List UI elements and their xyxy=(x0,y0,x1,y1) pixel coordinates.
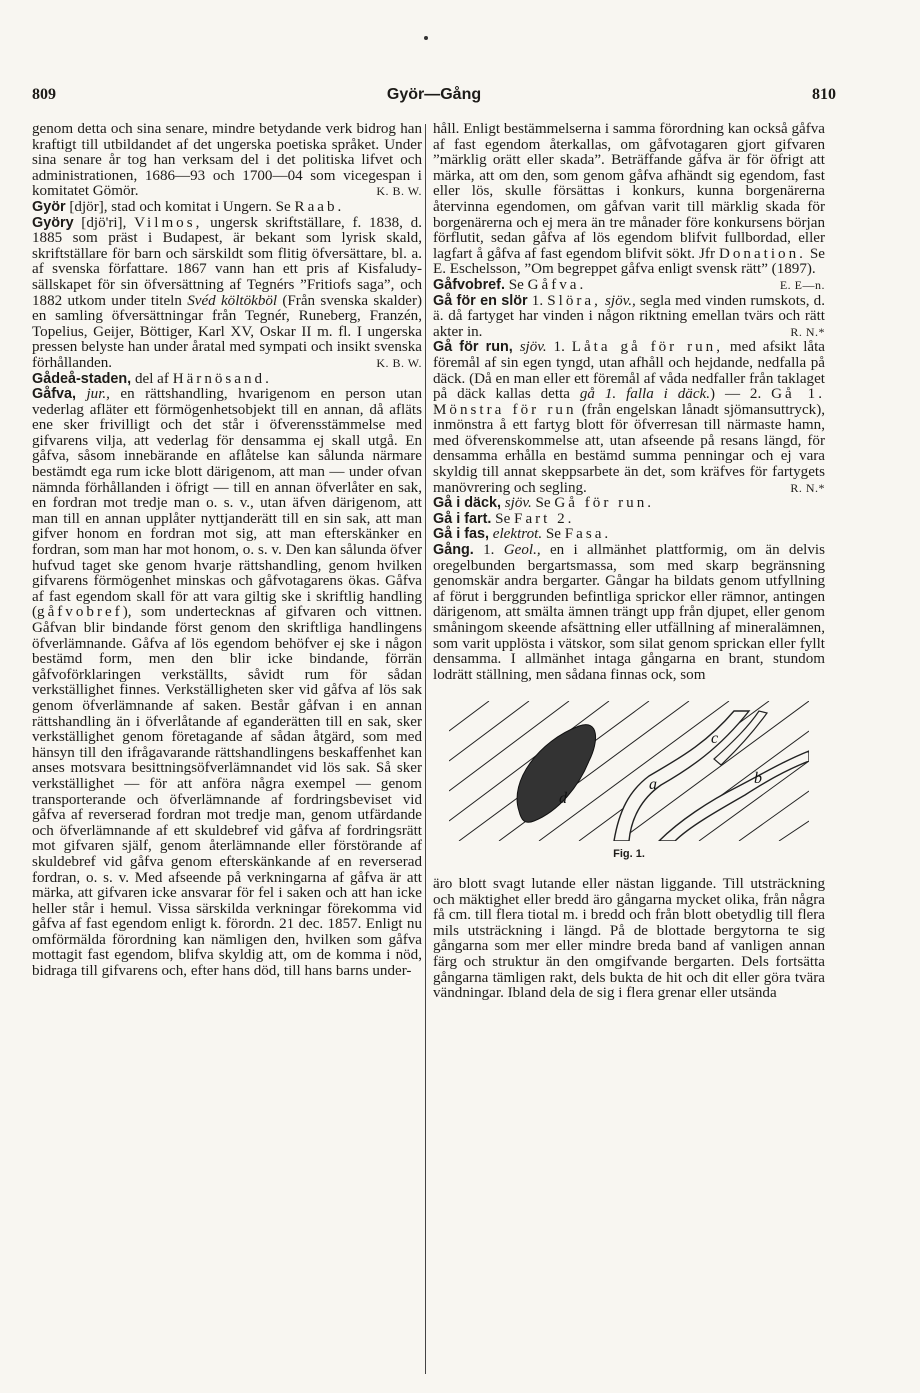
entry-ga-i-fart xyxy=(433,512,825,528)
author-signature: K. B. W. xyxy=(376,184,422,199)
entry-text: segla med vinden rumskots, d. ä. då fartyget har vinden i någon riktning emellan tvärs och rätt akter in. xyxy=(433,292,825,340)
headword: Györ xyxy=(32,198,66,215)
given-name: Vilmos, xyxy=(134,214,203,231)
subject-abbreviation: jur., xyxy=(86,386,110,403)
right-column xyxy=(433,122,825,1002)
author-signature: R. N.* xyxy=(790,324,825,339)
entry-text: 1. xyxy=(483,542,495,559)
italic-phrase: gå 1. falla i däck. xyxy=(579,386,711,403)
entry-text: [djör], stad och komitat i Ungern. Se xyxy=(69,198,291,215)
entry-ga-i-fas xyxy=(433,527,825,543)
headword: Gå i däck, xyxy=(433,495,501,512)
entry-text: (från engelskan lånadt sjömansuttryck), inmönstra å ett fartyg blott för öfverresan till närmaste hamn, med öfverenskommelse att, utan afseende på resans längd, för densamma erhålla en bestämd summa penningar och ej vara skyldig till annat skeppsarbete än det, som kräfves för fartygets manövrering och segling. xyxy=(433,401,826,496)
headword: Györy xyxy=(32,214,74,231)
print-speck xyxy=(424,36,428,40)
work-title: Svéd költökböl xyxy=(187,292,278,309)
entry-text: en rättshandling, hvarigenom en person utan vederlag afläter ett förmögenhetsobjekt till en annan, då afläts ene sker frivilligt och det står i öfverensstämmelse med gifvarens vilja, att vederlag för densamma ej skall utgå. En gåfva, såsom innebärande en aflåtelse kan sålunda närmare bestämdt ega rum icke blott därigenom, att man — under ofvan nämnda förhållanden i öfrigt — till en annan öfverlåter en sak, en fordran mot tredje man o. s. v., utan äfven därigenom, att man till en annan upplåter nyttjanderätt till en sin sak, att man gifver honom en fordran mot sig, att man efterskänker en fordran, som man har mot honom, o. s. v. Den kan sålunda öfver hufvud taget ske genom hvarje rättshandling, genom hvilken gifvarens förmögenhet minskas och gåfvotagarens ökas. Gåfva af fast egendom skall för att vara giltig ske i skriftlig handling ( xyxy=(32,386,423,621)
entry-gang xyxy=(433,543,825,683)
subject-abbreviation: sjöv. xyxy=(504,495,532,512)
entry-text: genom detta och sina senare, mindre betydande verk bidrog han kraftigt till utbildandet af det ungerska poetiska språket. Under sina senare år tog han verksam del i det politiska lifvet och administrationen, 1686—93 och 1700—04 som vicegespan i komitatet Gömör. xyxy=(32,121,422,200)
cross-reference: Gåfva. xyxy=(527,276,587,293)
figure-caption: Fig. 1. xyxy=(613,848,645,861)
subject-abbreviation: sjöv., xyxy=(605,292,636,309)
entry-text: Se E. Eschelsson, ”Om begreppet gåfva enligt svensk rätt” (1897). xyxy=(433,245,825,278)
entry-gafvobref xyxy=(433,278,825,294)
label-d: d xyxy=(559,790,567,808)
subject-abbreviation: sjöv. xyxy=(519,339,547,356)
geology-figure xyxy=(449,701,809,841)
subject-abbreviation: Geol., xyxy=(503,542,541,559)
headword: Gådeå-staden, xyxy=(32,370,132,387)
entry-text: Se xyxy=(545,526,561,543)
headword: Gåfva, xyxy=(32,386,76,403)
entry-continuation xyxy=(433,877,825,1002)
cross-reference: Raab. xyxy=(294,198,345,215)
entry-text: Se xyxy=(535,495,551,512)
cross-reference: gåfvobref xyxy=(37,604,123,621)
pronunciation: [djö'ri], xyxy=(81,214,127,231)
entry-text: Se xyxy=(508,276,524,293)
label-c: c xyxy=(711,730,719,748)
cross-reference: Gå för run. xyxy=(554,495,655,512)
author-signature: R. N.* xyxy=(790,480,825,495)
headword: Gå för run, xyxy=(433,339,513,356)
entry-text: ungersk skriftställare, f. 1838, d. 1885 som präst i Budapest, är bekant som lyrisk skald, skriftställare för barn och särskildt som flitig öfversättare, bl. a. af svenska författare. 1867 vann han ett pris af Kisfaludy-sällskapet för sin öfversättning af Tegnérs ”Fritiofs saga”, och 1882 utkom under titeln xyxy=(32,214,422,309)
entry-text: en i allmänhet plattformig, om än delvis oregelbunden bergartsmassa, som med skarp begränsning genomskär andra bergarter. Gångar ha bildats genom utfyllning af förut i berggrunden befintliga sprickor eller rämnor, antingen därigenom, att smälta ämnen trängt upp från djupet, eller genom småningom skeende afsättning eller utfällning af mineralämnen, som varit upplösta i vätskor, som silat genom sprickan eller fyllt densamma. I allmänhet intaga gångarna en brant, stundom lodrätt ställning, men sådana finnas ock, som xyxy=(433,542,825,683)
vein-diagram xyxy=(449,701,809,841)
entry-ga-i-dack xyxy=(433,496,825,512)
entry-ga-for-en-slor xyxy=(433,294,825,341)
cross-reference: Slöra, xyxy=(547,292,601,309)
entry-text: 1. xyxy=(553,339,565,356)
column-divider xyxy=(425,124,426,1374)
headword: Gåfvobref. xyxy=(433,276,505,293)
entry-text: håll. Enligt bestämmelserna i samma förordning kan också gåfva af fast egendom återkallas, om gåfvotagaren gjort gifvaren ”märklig orätt eller skada”. Beträffande gåfva är för öfrigt att märka, att om den, som genom gåfva afhändt sig egendom, fast eller lös, skulle försättas i konkurs, kunna borgenärerna återvinna egendomen, om gåfvan varit till märklig skada för borgenärerna och ej mera än tre månader före konkursens början förflutit, sedan gåfva af lös egendom blifvit fullbordad, eller lagfart å gåfva af fast egendom blifvit sökt. Jfr xyxy=(433,121,825,262)
running-title: Györ—Gång xyxy=(386,86,482,103)
page-header xyxy=(32,86,836,110)
page-number-right: 810 xyxy=(812,86,836,103)
entry-text: med afsikt låta föremål af sin egen tyngd, utan afhåll och hejdande, nedfalla på däck. (Då en man eller ett föremål af våda nedfaller från taklaget på däck kallas detta xyxy=(433,339,825,403)
entry-gyory xyxy=(32,216,422,372)
headword: Gå i fart. xyxy=(433,510,492,527)
cross-reference: Fart 2. xyxy=(514,510,575,527)
entry-text: Se xyxy=(495,510,511,527)
label-b: b xyxy=(754,770,762,788)
entry-gadea xyxy=(32,372,422,388)
headword: Gång. xyxy=(433,542,474,559)
entry-text: äro blott svagt lutande eller nästan liggande. Till utsträckning och mäktighet eller bredd äro gångarna mycket olika, från några få cm. till flera tiotal m. i bredd och från blott obetydlig till flera mils utsträckning i längd. På de blottade bergytorna te sig gångarna som mer eller mindre breda band af vanligen annan färg och struktur än den omgifvande bergarten. Dels fortsätta gångarna tämligen rakt, dels bukta de hit och dit eller göra tvära vändningar. Ibland dela de sig i flera grenar eller utsända xyxy=(433,875,825,1002)
entry-text: del af xyxy=(134,370,169,387)
label-a: a xyxy=(649,776,657,794)
entry-text: ) — 2. xyxy=(710,386,762,403)
page-number-left: 809 xyxy=(32,86,56,103)
cross-reference: Donation. xyxy=(718,245,806,262)
headword: Gå i fas, xyxy=(433,526,489,543)
cross-reference: Låta gå för run, xyxy=(571,339,723,356)
entry-text: 1. xyxy=(531,292,544,309)
headword: Gå för en slör xyxy=(433,292,528,309)
subject-abbreviation: elektrot. xyxy=(492,526,543,543)
cross-reference: Härnösand. xyxy=(172,370,272,387)
entry-gyor xyxy=(32,200,422,216)
cross-reference: Fasa. xyxy=(564,526,612,543)
entry-ga-for-run xyxy=(433,340,825,496)
entry-continuation xyxy=(32,122,422,200)
entry-text: ), som undertecknas af gifvaren och vittnen. Gåfvan blir bindande först genom den skriftliga handlingens öfverlämnande. Gåfva af lös egendom behöfver ej ske i någon bestämd form, men den blir icke bindande, förrän gåfvoförklaringen verkställts, såvidt rum för sådan verkställighet finnes. Verkställigheten sker vid gåfva af lös sak genom öfverlämnande af saken. Består gåfvan i en annan rättshandling än i öfverlåtande af eganderätten till en sak, sker verkställighet genom företagande af sådan åtgärd, som med hänsyn till den ifrågavarande rättshandlingens beskaffenhet kan anses motsvara besittningsöfverlämnandet vid lös sak. Så sker verkställighet — för att anföra några exempel — genom transporterande och öfverlämnande af fordringsbeviset vid gåfva af reverserad fordran mot tredje man, genom utfärdande och öfverlämnande af ett skuldebref vid gåfva af fordringsrätt mot gifvaren själf, genom återlämnande eller förstörande af skuldebref vid gåfva genom efterskänkande af en reverserad fordran, o. s. v. Med afseende på verkningarna af gåfva är att märka, att gifvaren icke ansvarar för fel i saken och att han icke heller står i hemul. Vissa särskilda verkningar förekomma vid gåfva af fast egendom enligt k. förordn. 21 dec. 1857. Enligt nu omförmälda förordning kan nämligen den, hvilken som gåfva mottagit fast egendom, blifva skyldig att, om de komma i nöd, bidraga till gifvarens och, efter hans död, till hans barns under- xyxy=(32,604,422,980)
cross-reference: Gå 1. Mönstra för run xyxy=(433,386,825,418)
author-signature: K. B. W. xyxy=(376,355,422,370)
author-signature: E. E—n. xyxy=(779,277,825,292)
entry-gafva xyxy=(32,387,422,980)
left-column xyxy=(32,122,422,980)
entry-text: (Från svenska skalder) en samling öfversättningar från Tegnér, Runeberg, Franzén, Topelius, Geijer, Böttiger, Karl XV, Oskar II m. fl. I ungerska pressen belyste han under åratal med sympati och insikt svenska förhållanden. xyxy=(32,292,422,371)
